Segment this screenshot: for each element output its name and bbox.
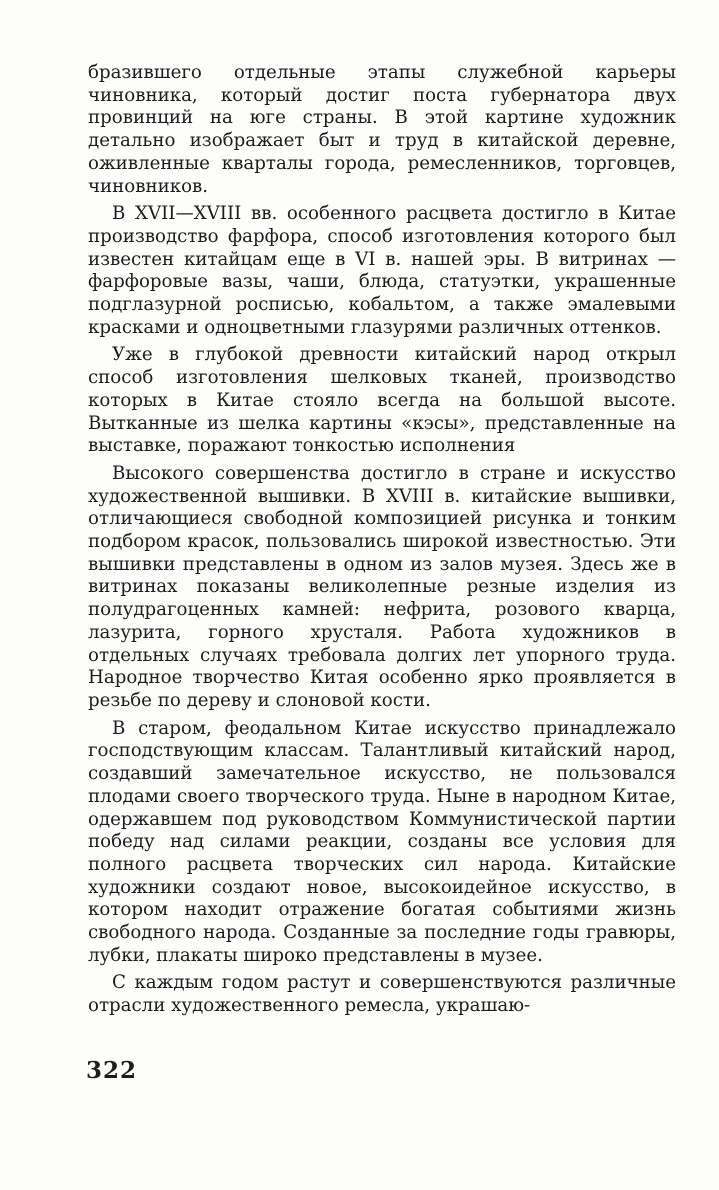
paragraph-6: С каждым годом растут и совершенствуются различные отрасли художественного ремесла, украшаю- — [88, 972, 676, 1017]
body-text — [88, 62, 676, 1023]
paragraph-4: Высокого совершенства достигло в стране и искусство художественной вышивки. В XVIII в. китайские вышивки, отличающиеся свободной композицией рисунка и тонким подбором красок, пользовались широкой известностью. Эти вышивки представлены в одном из залов музея. Здесь же в витринах показаны великолепные резные изделия из полудрагоценных камней: нефрита, розового кварца, лазурита, горного хрусталя. Работа художников в отдельных случаях требовала долгих лет упорного труда. Народное творчество Китая особенно ярко проявляется в резьбе по дереву и слоновой кости. — [88, 462, 676, 711]
paragraph-5: В старом, феодальном Китае искусство принадлежало господствующим классам. Талантливый китайский народ, создавший замечательное искусство, не пользовался плодами своего творческого труда. Ныне в народном Китае, одержавшем под руководством Коммунистической партии победу над силами реакции, созданы все условия для полного расцвета творческих сил народа. Китайские художники создают новое, высокоидейное искусство, в котором находит отражение богатая событиями жизнь свободного народа. Созданные за последние годы гравюры, лубки, плакаты широко представлены в музее. — [88, 717, 676, 966]
paragraph-3: Уже в глубокой древности китайский народ открыл способ изготовления шелковых тканей, производство которых в Китае стояло всегда на большой высоте. Вытканные из шелка картины «кэсы», представленные на выставке, поражают тонкостью исполнения — [88, 344, 676, 457]
paragraph-1: бразившего отдельные этапы служебной карьеры чиновника, который достиг поста губернатора двух провинций на юге страны. В этой картине художник детально изображает быт и труд в китайской деревне, оживленные кварталы города, ремесленников, торговцев, чиновников. — [88, 62, 676, 197]
paragraph-2: В XVII—XVIII вв. особенного расцвета достигло в Китае производство фарфора, способ изготовления которого был известен китайцам еще в VI в. нашей эры. В витринах — фарфоровые вазы, чаши, блюда, статуэтки, украшенные подглазурной росписью, кобальтом, а также эмалевыми красками и одноцветными глазурями различных оттенков. — [88, 203, 676, 338]
page-number: 322 — [86, 1057, 138, 1084]
